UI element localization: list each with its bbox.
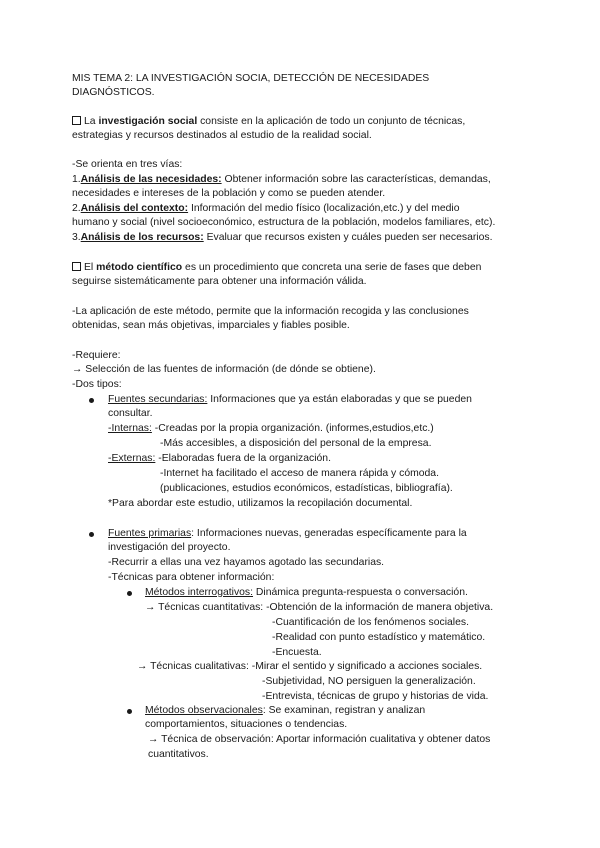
metodo-paragraph-line-2: seguirse sistemáticamente para obtener una información válida.	[72, 276, 367, 287]
invest-term: investigación social	[98, 116, 198, 127]
externas-line-2: -Internet ha facilitado el acceso de manera rápida y cómoda.	[160, 468, 439, 479]
cualitativas-line-2: -Subjetividad, NO persiguen la generalización.	[262, 676, 476, 687]
cualitativas-line-3: -Entrevista, técnicas de grupo y historias de vida.	[262, 691, 489, 702]
requiere-label: -Requiere:	[72, 350, 121, 361]
internas-line-2: -Más accesibles, a disposición del personal de la empresa.	[160, 438, 432, 449]
cualitativas-line-1: → Técnicas cualitativas: -Mirar el sentido y significado a acciones sociales.	[137, 661, 483, 672]
invest-paragraph-line-2: estrategias y recursos destinados al estudio de la realidad social.	[72, 130, 372, 141]
aplicacion-line-2: obtenidas, sean más objetivas, imparciales y fiables posible.	[72, 320, 350, 331]
via-1-line-1: 1.Análisis de las necesidades: Obtener información sobre las características, demandas,	[72, 174, 491, 185]
cuantitativas-line-4: -Encuesta.	[272, 647, 322, 658]
bullet-icon	[89, 532, 94, 537]
invest-paragraph-line-1: La investigación social consiste en la aplicación de todo un conjunto de técnicas,	[72, 115, 465, 129]
interrogativos-term: Métodos interrogativos:	[145, 587, 254, 598]
primarias-line-1: Fuentes primarias: Informaciones nuevas, generadas específicamente para la	[108, 528, 467, 539]
checkbox-icon	[72, 262, 81, 271]
checkbox-icon	[72, 116, 81, 125]
secundarias-line-2: consultar.	[108, 408, 153, 419]
observacionales-line-1: Métodos observacionales: Se examinan, registran y analizan	[145, 705, 426, 716]
title-line-1: MIS TEMA 2: LA INVESTIGACIÓN SOCIA, DETECCIÓN DE NECESIDADES	[72, 73, 430, 84]
observacion-tecnica-line-2: cuantitativos.	[148, 749, 209, 760]
requiere-item: → Selección de las fuentes de información (de dónde se obtiene).	[72, 364, 376, 375]
via-3-line-1: 3.Análisis de los recursos: Evaluar que recursos existen y cuáles pueden ser necesarios.	[72, 232, 493, 243]
bullet-icon	[127, 591, 132, 596]
cuantitativas-line-2: -Cuantificación de los fenómenos sociales.	[272, 617, 469, 628]
cualitativas-label: → Técnicas cualitativas:	[137, 661, 249, 672]
metodo-term: método científico	[96, 262, 183, 273]
internas-line-1: -Internas: -Creadas por la propia organización. (informes,estudios,etc.)	[108, 423, 434, 434]
via-2-line-1: 2.Análisis del contexto: Información del medio físico (localización,etc.) y del medio	[72, 203, 460, 214]
cuantitativas-line-3: -Realidad con punto estadístico y matemático.	[272, 632, 486, 643]
vias-intro: -Se orienta en tres vías:	[72, 159, 183, 170]
observacionales-term: Métodos observacionales	[145, 705, 263, 716]
via-2-line-2: humano y social (nivel socioeconómico, estructura de la población, modelos familiares, etc).	[72, 217, 496, 228]
via-1-line-2: necesidades e intereses de la población y como se pueden atender.	[72, 188, 386, 199]
bullet-icon	[127, 709, 132, 714]
cuantitativas-line-1: → Técnicas cuantitativas: -Obtención de la información de manera objetiva.	[145, 602, 494, 613]
primarias-term: Fuentes primarias	[108, 528, 192, 539]
bullet-icon	[89, 398, 94, 403]
observacion-tecnica-line-1: → Técnica de observación: Aportar información cualitativa y obtener datos	[148, 734, 491, 745]
externas-label: -Externas:	[108, 453, 156, 464]
secundarias-term: Fuentes secundarias:	[108, 394, 208, 405]
observacionales-line-2: comportamientos, situaciones o tendencias.	[145, 719, 348, 730]
cuantitativas-label: → Técnicas cuantitativas:	[145, 602, 264, 613]
interrogativos-line: Métodos interrogativos: Dinámica pregunta-respuesta o conversación.	[145, 587, 468, 598]
title-line-2: DIAGNÓSTICOS.	[72, 87, 155, 98]
primarias-tecnicas: -Técnicas para obtener información:	[108, 572, 275, 583]
dos-tipos-label: -Dos tipos:	[72, 379, 122, 390]
via-1-term: Análisis de las necesidades:	[80, 174, 222, 185]
secundarias-line-1: Fuentes secundarias: Informaciones que ya están elaboradas y que se pueden	[108, 394, 472, 405]
externas-line-3: (publicaciones, estudios económicos, estadísticas, bibliografía).	[160, 483, 453, 494]
via-2-term: Análisis del contexto:	[80, 203, 189, 214]
aplicacion-line-1: -La aplicación de este método, permite que la información recogida y las conclusiones	[72, 306, 469, 317]
internas-label: -Internas:	[108, 423, 152, 434]
externas-line-1: -Externas: -Elaboradas fuera de la organización.	[108, 453, 331, 464]
primarias-recurrir: -Recurrir a ellas una vez hayamos agotado las secundarias.	[108, 557, 385, 568]
metodo-paragraph-line-1: El método científico es un procedimiento que concreta una serie de fases que deben	[72, 261, 481, 275]
primarias-line-2: investigación del proyecto.	[108, 542, 231, 553]
secundarias-nota: *Para abordar este estudio, utilizamos la recopilación documental.	[108, 498, 413, 509]
via-3-term: Análisis de los recursos:	[80, 232, 204, 243]
